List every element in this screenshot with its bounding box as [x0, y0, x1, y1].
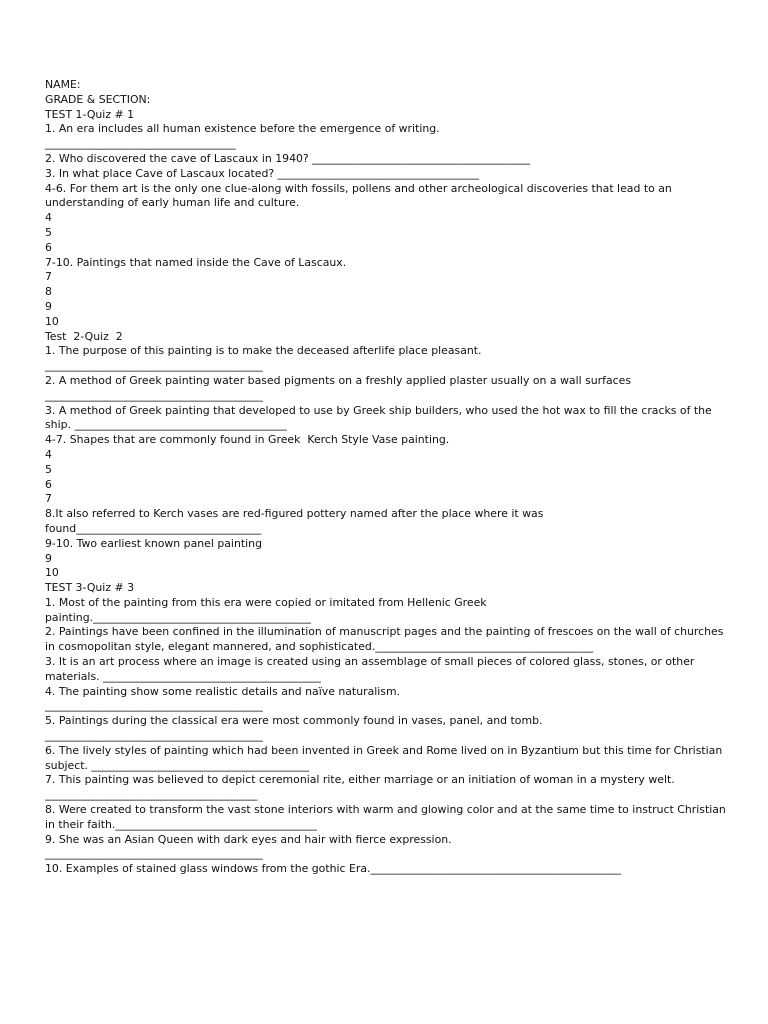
- test2-item-5: 5: [45, 462, 52, 476]
- test3-q1: 1. Most of the painting from this era were copied or imitated from Hellenic Greek painting.________________________________________: [45, 595, 487, 624]
- test3-q4-answer-line: ________________________________________: [45, 699, 263, 713]
- test2-item-6: 6: [45, 477, 52, 491]
- test1-title: TEST 1-Quiz # 1: [45, 107, 135, 121]
- grade-section-label: GRADE & SECTION:: [45, 92, 151, 106]
- test2-q8: 8.It also referred to Kerch vases are red-figured pottery named after the place where it was found__________________________________: [45, 507, 544, 535]
- test2-q1-answer-line: ________________________________________: [45, 359, 263, 373]
- test1-item-4: 4: [45, 211, 52, 225]
- test3-q8: 8. Were created to transform the vast stone interiors with warm and glowing color and at the same time to instruct Christian in their faith._____________________________________: [45, 803, 726, 831]
- test2-q2: 2. A method of Greek painting water based pigments on a freshly applied plaster usually on a wall surfaces: [45, 373, 632, 387]
- test1-q3: 3. In what place Cave of Lascaux located? _____________________________________: [45, 166, 480, 180]
- test2-q9-10: 9-10. Two earliest known panel painting: [45, 536, 262, 550]
- test1-item-6: 6: [45, 240, 52, 254]
- test1-q4-6: 4-6. For them art is the only one clue-along with fossils, pollens and other archeological discoveries that lead to an understanding of early human life and culture.: [45, 181, 672, 210]
- test2-q3: 3. A method of Greek painting that developed to use by Greek ship builders, who used the hot wax to fill the cracks of the ship. _______________________________________: [45, 403, 712, 432]
- test1-q7-10: 7-10. Paintings that named inside the Cave of Lascaux.: [45, 255, 347, 269]
- test3-title: TEST 3-Quiz # 3: [45, 581, 135, 595]
- test1-q1-answer-line: ___________________________________: [45, 137, 236, 151]
- test3-q4: 4. The painting show some realistic details and naïve naturalism.: [45, 684, 401, 698]
- test3-q3: 3. It is an art process where an image is created using an assemblage of small pieces of colored glass, stones, or other materials. ________________________________________: [45, 655, 695, 683]
- test1-q1: 1. An era includes all human existence before the emergence of writing.: [45, 122, 440, 136]
- test2-q2-answer-line: ________________________________________: [45, 388, 263, 402]
- test2-q4-7: 4-7. Shapes that are commonly found in Greek Kerch Style Vase painting.: [45, 433, 450, 447]
- test2-item-7: 7: [45, 492, 52, 506]
- test2-item-10: 10: [45, 566, 59, 580]
- test3-q9-answer-line: ________________________________________: [45, 847, 263, 861]
- test3-q9: 9. She was an Asian Queen with dark eyes and hair with fierce expression.: [45, 832, 452, 846]
- test3-q2: 2. Paintings have been confined in the illumination of manuscript pages and the painting of frescoes on the wall of churches in cosmopolitan style, elegant mannered, and sophisticated.________________________________________: [45, 625, 724, 654]
- test1-item-9: 9: [45, 299, 52, 313]
- test3-q6: 6. The lively styles of painting which had been invented in Greek and Rome lived on in Byzantium but this time for Christian subject. ________________________________________: [45, 743, 723, 772]
- test3-q7: 7. This painting was believed to depict ceremonial rite, either marriage or an initiation of woman in a mystery welt. _______________________________________: [45, 773, 675, 802]
- test2-title: Test 2-Quiz 2: [45, 329, 123, 343]
- quiz-document: [45, 78, 735, 877]
- name-label: NAME:: [45, 78, 81, 91]
- test1-item-5: 5: [45, 225, 52, 239]
- test1-item-7: 7: [45, 270, 52, 284]
- test3-q10: 10. Examples of stained glass windows from the gothic Era.______________________________________________: [45, 862, 621, 876]
- test1-item-8: 8: [45, 285, 52, 299]
- test2-item-9: 9: [45, 551, 52, 565]
- test2-q1: 1. The purpose of this painting is to make the deceased afterlife place pleasant.: [45, 344, 482, 358]
- test3-q5: 5. Paintings during the classical era were most commonly found in vases, panel, and tomb.: [45, 714, 543, 728]
- test2-item-4: 4: [45, 447, 52, 461]
- test1-q2: 2. Who discovered the cave of Lascaux in 1940? ________________________________________: [45, 151, 530, 165]
- test1-item-10: 10: [45, 314, 59, 328]
- test3-q5-answer-line: ________________________________________: [45, 729, 263, 743]
